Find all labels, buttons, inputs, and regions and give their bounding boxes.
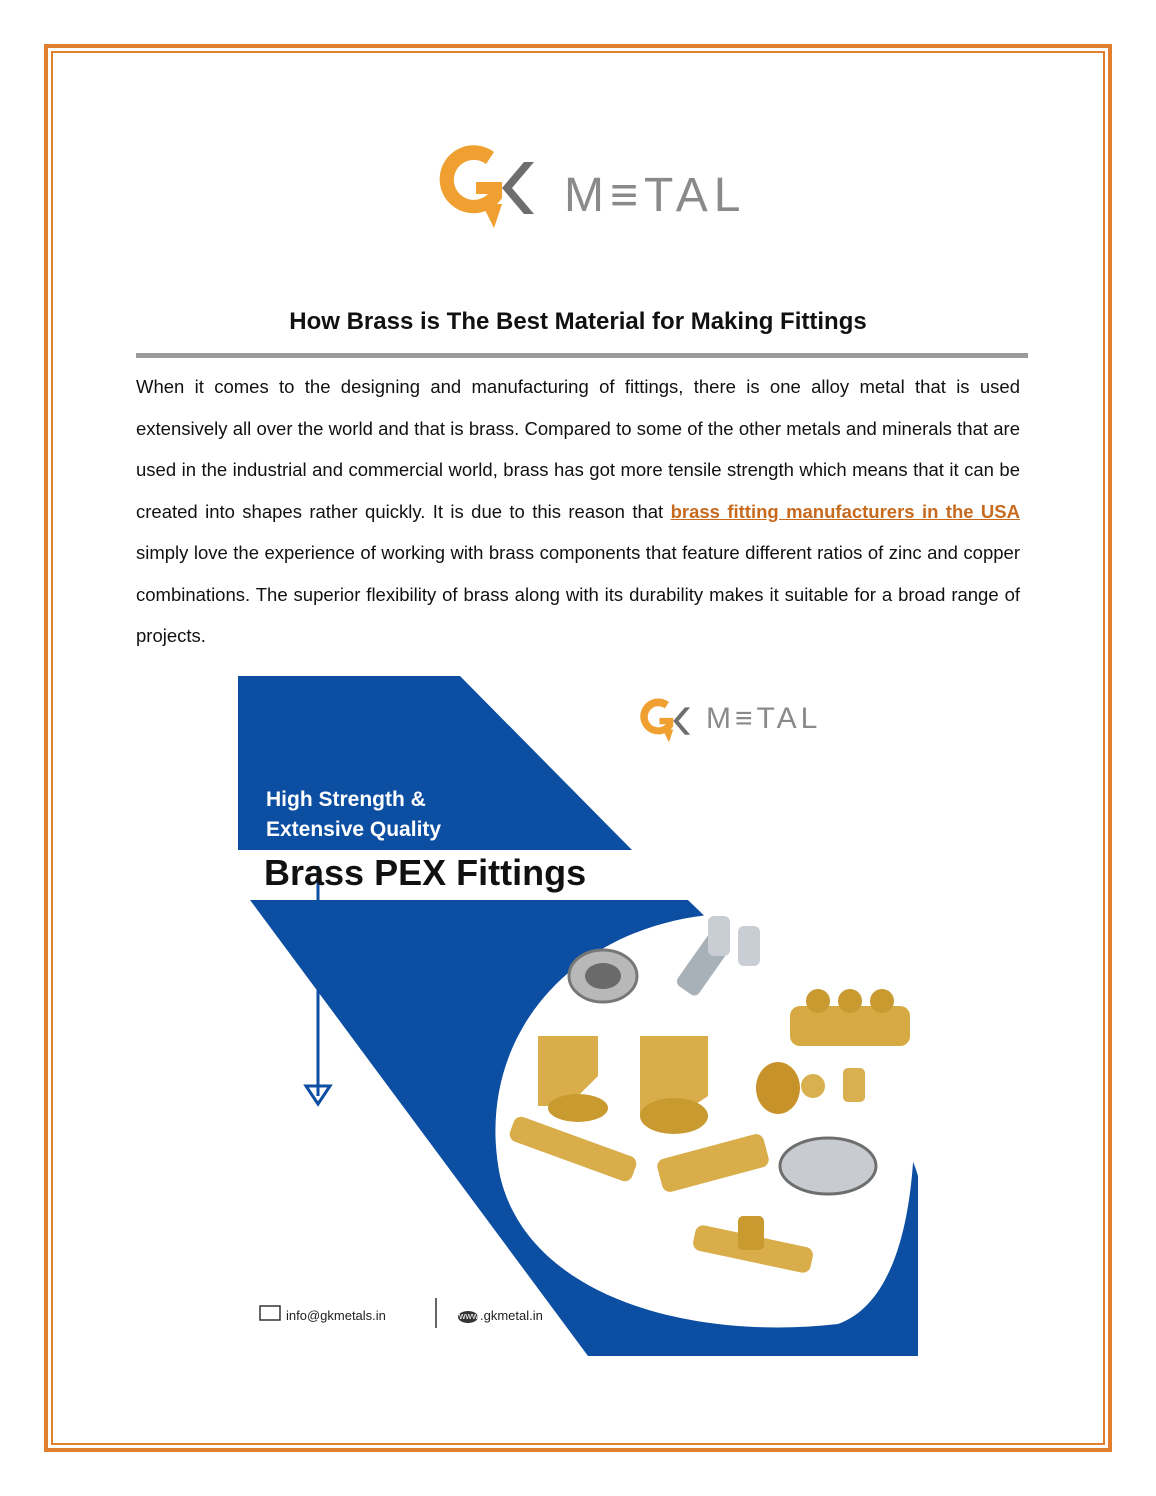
paragraph-text-after-link: simply love the experience of working with brass components that feature different ratios of zinc and copper combinations. The superior flexibility of brass along with its durability makes it suitable for a broad range of projects. [136, 542, 1020, 646]
title-divider [136, 353, 1028, 358]
email-icon [260, 1306, 280, 1320]
banner-subtitle-line-2: Extensive Quality [266, 818, 442, 841]
banner-website-prefix: www [459, 1311, 479, 1321]
gk-logo-mark-icon [424, 138, 564, 234]
article-title: How Brass is The Best Material for Making Fittings [289, 308, 867, 335]
banner-graphic [238, 676, 918, 1356]
gk-metal-logo [424, 138, 747, 234]
banner-headline: Brass PEX Fittings [264, 852, 587, 893]
banner-website: .gkmetal.in [480, 1308, 543, 1323]
article-paragraph [136, 366, 1020, 657]
brass-fitting-manufacturers-link[interactable]: brass fitting manufacturers in the USA [670, 500, 1020, 522]
banner-logo-brand-text: M≡TAL [706, 702, 822, 735]
paragraph-text-before-link: When it comes to the designing and manufacturing of fittings, there is one alloy metal that is used extensively all over the world and that is brass. Compared to some of the other metals and minerals that are used in the industrial and commercial world, brass has got more tensile strength which means that it can be created into shapes rather quickly. It is due to this reason that [136, 376, 1020, 522]
banner-subtitle-line-1: High Strength & [266, 788, 426, 811]
banner-gk-logo-mark-icon [632, 690, 706, 750]
brass-pex-fittings-banner [238, 676, 918, 1356]
banner-email: info@gkmetals.in [286, 1308, 386, 1323]
logo-brand-text: M≡TAL [564, 169, 747, 222]
